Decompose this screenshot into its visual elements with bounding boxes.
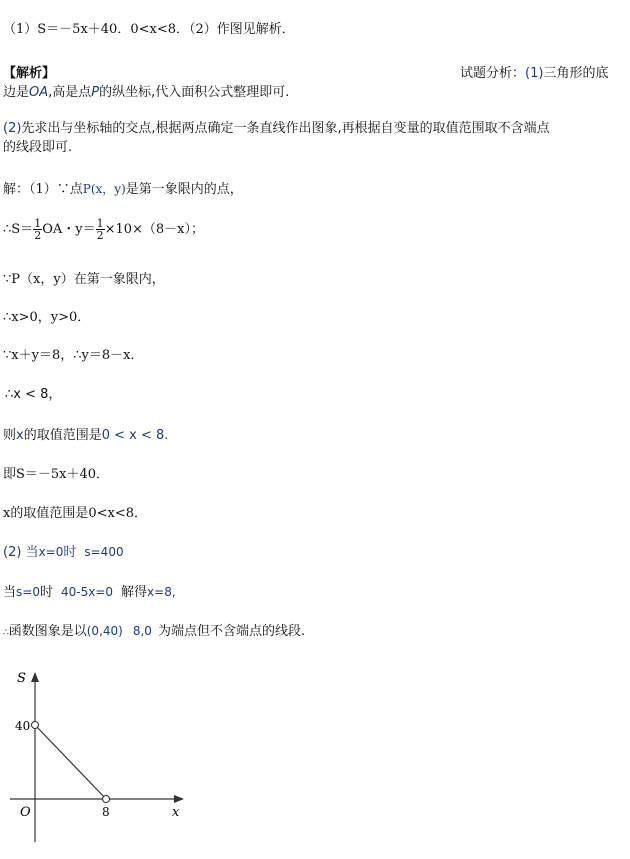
hint-label: 试题分析： [460,66,526,81]
sol-l2-b: OA・y＝ [42,222,96,237]
solution-line-7 [3,424,168,443]
sol-l11-f: x=8, [147,585,176,599]
solution-line-2 [3,218,204,241]
hint-1-number: (1) [525,66,544,81]
sol-l11-c: 时 [39,585,53,600]
answer-line [3,18,295,37]
hint-1-cont-c: 的纵坐标,代入面积公式整理即可. [99,85,290,100]
sol-l4: ∴x>0，y>0． [3,310,91,325]
sol-l3: ∵P（x，y）在第一象限内， [3,272,165,287]
sol-l1-b: P(x，y) [82,182,126,196]
hint-2-number: (2) [3,121,22,136]
solution-line-4 [3,306,90,325]
solution-line-5 [3,344,143,363]
sol-l5: ∵x＋y＝8，∴y＝8－x． [3,348,144,363]
frac2-num: 1 [96,217,104,230]
x-tick-label: 8 [102,805,110,819]
sol-l11-d: 40-5x=0 [60,585,114,599]
sol-l6: ∴x < 8， [5,387,62,402]
fraction-half-1 [33,218,42,241]
sol-l9: x的取值范围是0<x<8． [3,506,147,521]
hint-1-cont-a: 边是 [3,85,30,100]
hint-first-line [460,62,608,81]
solution-line-12 [3,620,305,639]
sol-l11-a: 当 [3,585,17,600]
y-axis-arrow [31,672,39,682]
sol-l12-b: (0,40) [86,624,123,638]
function-segment [35,725,106,799]
sol-l12-d: 为端点但不含端点的线段. [157,624,306,639]
x-axis-arrow [174,795,184,803]
y-tick-label: 40 [15,719,31,733]
frac1-num: 1 [34,217,42,230]
sol-l1-a: 解：（1）∵点 [3,182,83,197]
hint-1-p: P [91,85,100,100]
sol-l11-b: s=0 [16,585,40,599]
solution-line-6 [5,383,61,402]
answer-text: （1）S＝－5x＋40．0<x<8．（2）作图见解析． [3,22,295,37]
sol-l7-c: 0 < x < 8. [101,428,169,443]
analysis-header [3,62,55,81]
sol-l8: 即S＝－5x＋40． [3,467,110,482]
sol-l1-c: 是第一象限内的点， [125,182,243,197]
sol-l10-d: s=400 [84,545,124,559]
sol-l2-a: ∴S＝ [3,222,34,237]
therefore-symbol: ∴ [3,628,9,638]
sol-l12-c: 8,0 [132,624,152,638]
sol-l11-e: 解得 [121,585,148,600]
open-endpoint-y [32,722,39,729]
sol-l10-a: (2) 当 [3,545,39,560]
solution-line-11 [3,581,176,600]
solution-line-1 [3,178,243,197]
sol-l12-a: 函数图象是以 [8,624,87,639]
sol-l2-c: ×10×（8－x）； [104,222,205,237]
hint-2-line [3,117,550,136]
open-endpoint-x [103,796,110,803]
analysis-title: 【解析】 [3,66,56,81]
hint-1-oa: OA [29,85,49,100]
solution-line-10 [3,541,124,560]
hint-2-continuation [3,136,72,155]
y-axis-label: S [17,671,26,686]
x-axis-label: x [172,805,180,820]
sol-l7-a: 则 [3,428,17,443]
solution-line-9 [3,502,147,521]
hint-1-cont-b: ,高是点 [48,85,92,100]
origin-label: O [20,805,31,820]
sol-l10-c: 时 [63,545,77,560]
function-graph [0,670,200,850]
hint-1-continuation [3,81,289,100]
solution-line-8 [3,463,109,482]
sol-l7-b: 的取值范围是 [23,428,102,443]
frac2-den: 2 [96,229,104,242]
sol-l7-x: x [16,428,24,443]
solution-line-3 [3,268,165,287]
sol-l10-b: x=0 [38,545,64,559]
hint-2-text: 先求出与坐标轴的交点,根据两点确定一条直线作出图象,再根据自变量的取值范围取不含端点 [21,121,550,136]
hint-1-text: 三角形的底 [543,66,609,81]
fraction-half-2 [96,218,105,241]
frac1-den: 2 [34,229,42,242]
hint-2-cont: 的线段即可. [3,140,73,155]
